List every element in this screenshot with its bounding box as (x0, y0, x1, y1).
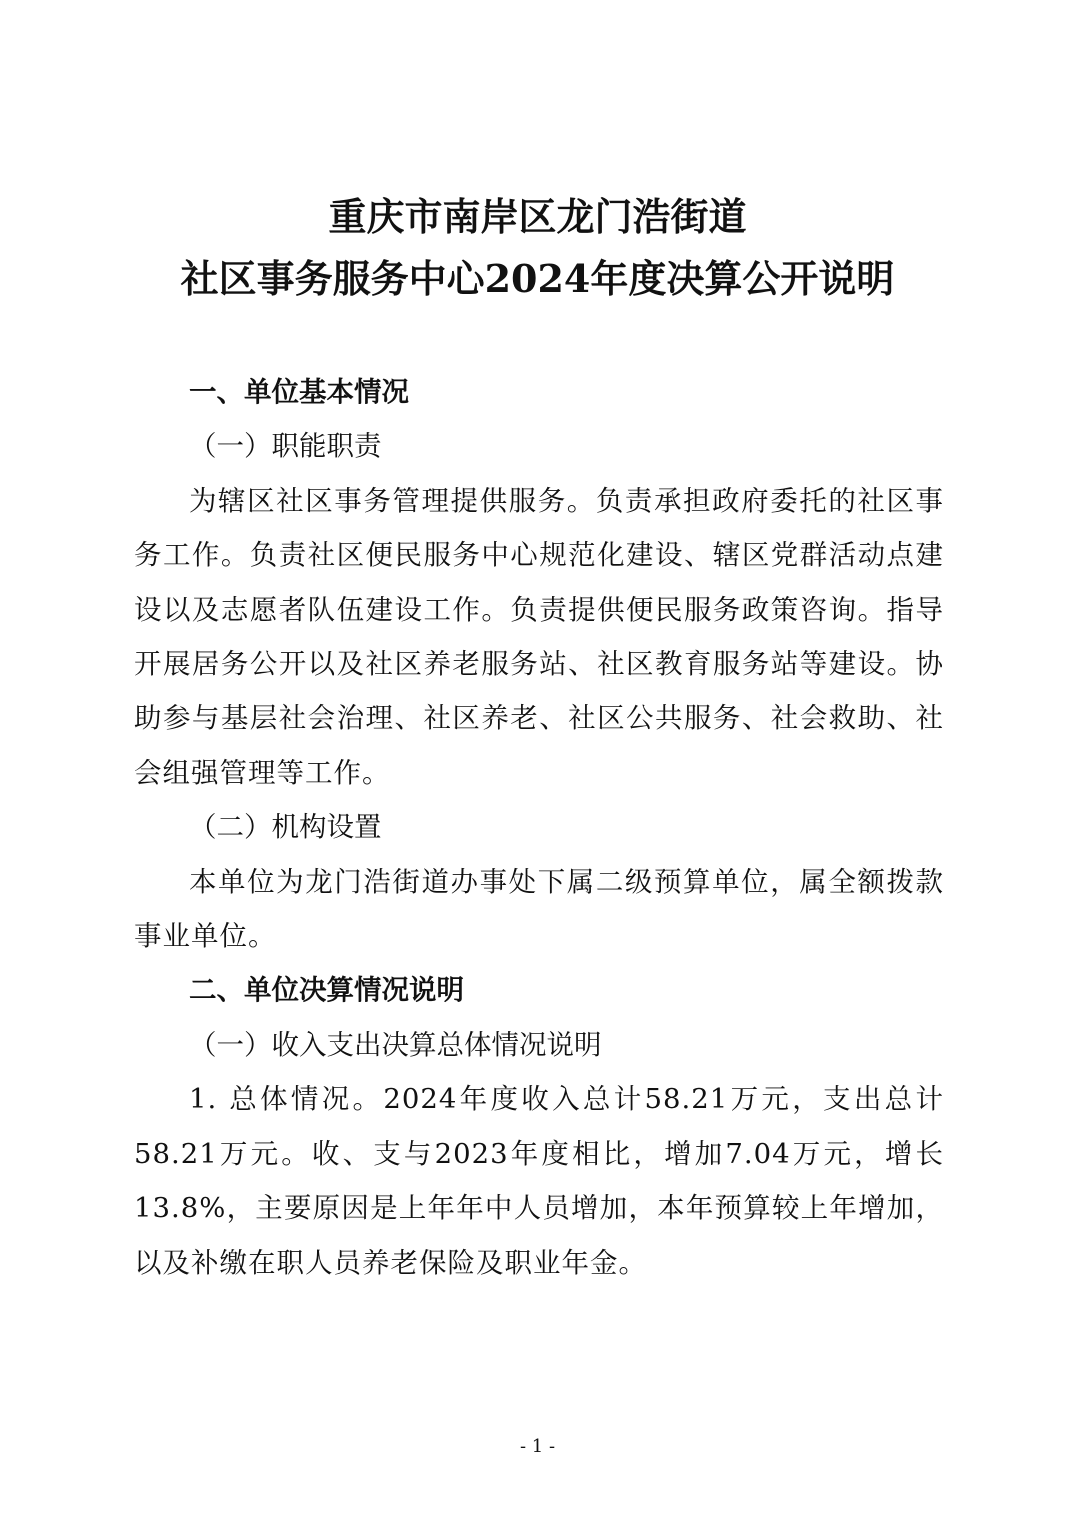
document-body (134, 365, 944, 1290)
paragraph-overall: 1. 总体情况。2024年度收入总计58.21万元，支出总计58.21万元。收、支与2023年度相比，增加7.04万元，增长13.8%，主要原因是上年年中人员增加，本年预算较上年增加，以及补缴在职人员养老保险及职业年金。 (134, 1083, 944, 1279)
document-title (0, 186, 1075, 310)
subheading-functions: （一）职能职责 (189, 430, 382, 463)
section-heading-basic-info: 一、单位基本情况 (189, 376, 409, 408)
section-heading-final-accounts: 二、单位决算情况说明 (189, 974, 464, 1007)
title-line-2: 社区事务服务中心2024年度决算公开说明 (180, 256, 895, 301)
subheading-income-expenditure: （一）收入支出决算总体情况说明 (189, 1028, 602, 1061)
paragraph-functions: 为辖区社区事务管理提供服务。负责承担政府委托的社区事务工作。负责社区便民服务中心规范化建设、辖区党群活动点建设以及志愿者队伍建设工作。负责提供便民服务政策咨询。指导开展居务公开以及社区养老服务站、社区教育服务站等建设。协助参与基层社会治理、社区养老、社区公共服务、社会救助、社会组强管理等工作。 (134, 484, 944, 789)
paragraph-organization: 本单位为龙门浩街道办事处下属二级预算单位，属全额拨款事业单位。 (134, 865, 944, 953)
title-line-1: 重庆市南岸区龙门浩街道 (328, 194, 747, 239)
subheading-organization: （二）机构设置 (189, 811, 382, 844)
page-number: - 1 - (519, 1436, 556, 1457)
